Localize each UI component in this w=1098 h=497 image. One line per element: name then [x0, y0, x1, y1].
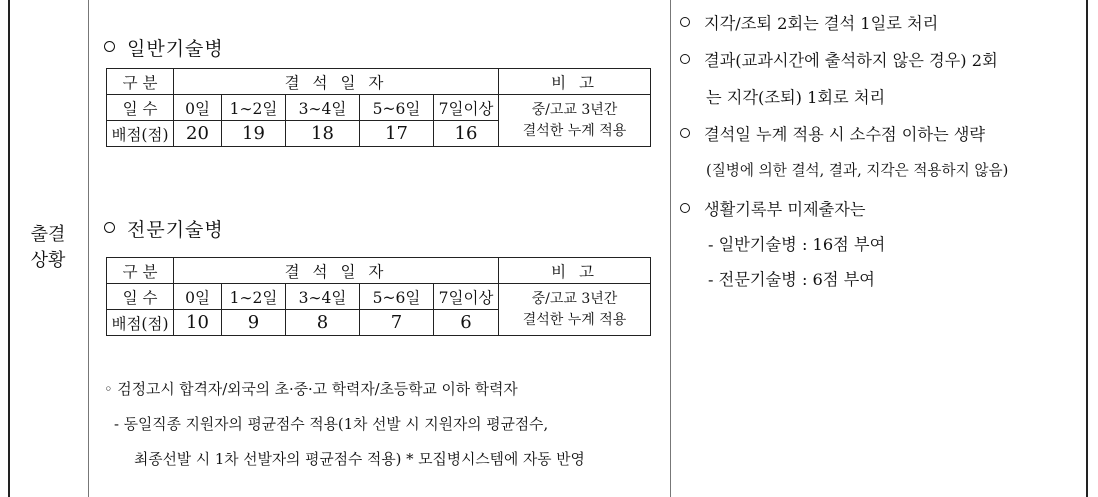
circle-bullet-icon [104, 41, 115, 52]
table-row [107, 284, 651, 310]
rule-3 [680, 121, 985, 145]
day-range-cell: 1∼2일 [222, 95, 286, 121]
day-range-cell: 5~6일 [360, 95, 434, 121]
footnote-line2: - 동일직종 지원자의 평균점수 적용(1차 선발 시 지원자의 평균점수, [114, 416, 549, 433]
circle-bullet-icon [680, 203, 690, 213]
remarks-cell [499, 95, 651, 147]
day-range-cell: 3∼4일 [286, 284, 360, 310]
general-heading [104, 34, 224, 61]
table-row [107, 258, 651, 284]
remarks-cell [499, 284, 651, 336]
rule-3-text: 결석일 누계 적용 시 소수점 이하는 생략 [704, 125, 986, 144]
remarks-line: 중/고교 3년간 [531, 101, 618, 118]
table-row [107, 69, 651, 95]
circle-bullet-icon [680, 128, 690, 138]
circle-bullet-icon [680, 17, 690, 27]
day-range-cell: 7일이상 [434, 284, 499, 310]
remarks-header: 비 고 [499, 69, 651, 95]
remarks-line: 결석한 누계 적용 [522, 122, 627, 139]
score-cell: 17 [360, 121, 434, 147]
absence-days-header: 결 석 일 자 [174, 258, 499, 284]
score-cell: 10 [174, 310, 222, 336]
circle-bullet-icon [104, 222, 115, 233]
specialist-heading-text: 전문기술병 [127, 219, 224, 241]
category-header: 구 분 [107, 69, 174, 95]
days-label: 일 수 [107, 95, 174, 121]
label-divider [88, 0, 89, 497]
footnote-line1: ◦ 검정고시 합격자/외국의 초·중·고 학력자/초등학교 이하 학력자 [104, 381, 518, 398]
left-border [8, 0, 10, 497]
score-cell: 19 [222, 121, 286, 147]
score-cell: 16 [434, 121, 499, 147]
right-border [1086, 0, 1088, 497]
day-range-cell: 0일 [174, 95, 222, 121]
day-range-cell: 1∼2일 [222, 284, 286, 310]
score-cell: 20 [174, 121, 222, 147]
circle-bullet-icon [680, 54, 690, 64]
rule-1 [680, 10, 938, 34]
rule-4-text: 생활기록부 미제출자는 [704, 200, 866, 219]
day-range-cell: 7일이상 [434, 95, 499, 121]
day-range-cell: 3∼4일 [286, 95, 360, 121]
day-range-cell: 5~6일 [360, 284, 434, 310]
column-divider [670, 0, 671, 497]
rule-1-text: 지각/조퇴 2회는 결석 1일로 처리 [704, 14, 939, 33]
score-cell: 7 [360, 310, 434, 336]
category-header: 구 분 [107, 258, 174, 284]
day-range-cell: 0일 [174, 284, 222, 310]
score-cell: 6 [434, 310, 499, 336]
specialist-heading [104, 215, 224, 242]
rule-2 [680, 47, 998, 71]
row-label-line1: 출결 [30, 224, 66, 245]
score-cell: 9 [222, 310, 286, 336]
row-label [22, 222, 74, 274]
rule-3-note: (질병에 의한 결석, 결과, 지각은 적용하지 않음) [706, 162, 1009, 179]
absence-days-header: 결 석 일 자 [174, 69, 499, 95]
remarks-line: 결석한 누계 적용 [522, 311, 627, 328]
row-label-line2: 상황 [30, 250, 66, 271]
rule-4-general: - 일반기술병 : 16점 부여 [708, 235, 886, 254]
rule-2-continued: 는 지각(조퇴) 1회로 처리 [706, 88, 886, 107]
general-heading-text: 일반기술병 [127, 38, 224, 60]
specialist-score-table [106, 257, 651, 336]
days-label: 일 수 [107, 284, 174, 310]
rule-4 [680, 196, 866, 220]
remarks-header: 비 고 [499, 258, 651, 284]
score-label: 배점(점) [107, 121, 174, 147]
score-label: 배점(점) [107, 310, 174, 336]
score-cell: 18 [286, 121, 360, 147]
remarks-line: 중/고교 3년간 [531, 290, 618, 307]
score-cell: 8 [286, 310, 360, 336]
table-row [107, 95, 651, 121]
general-score-table [106, 68, 651, 147]
rule-4-specialist: - 전문기술병 : 6점 부여 [708, 270, 875, 289]
rule-2-text: 결과(교과시간에 출석하지 않은 경우) 2회 [704, 51, 998, 70]
footnote-line3: 최종선발 시 1차 선발자의 평균점수 적용) * 모집병시스템에 자동 반영 [134, 451, 585, 468]
